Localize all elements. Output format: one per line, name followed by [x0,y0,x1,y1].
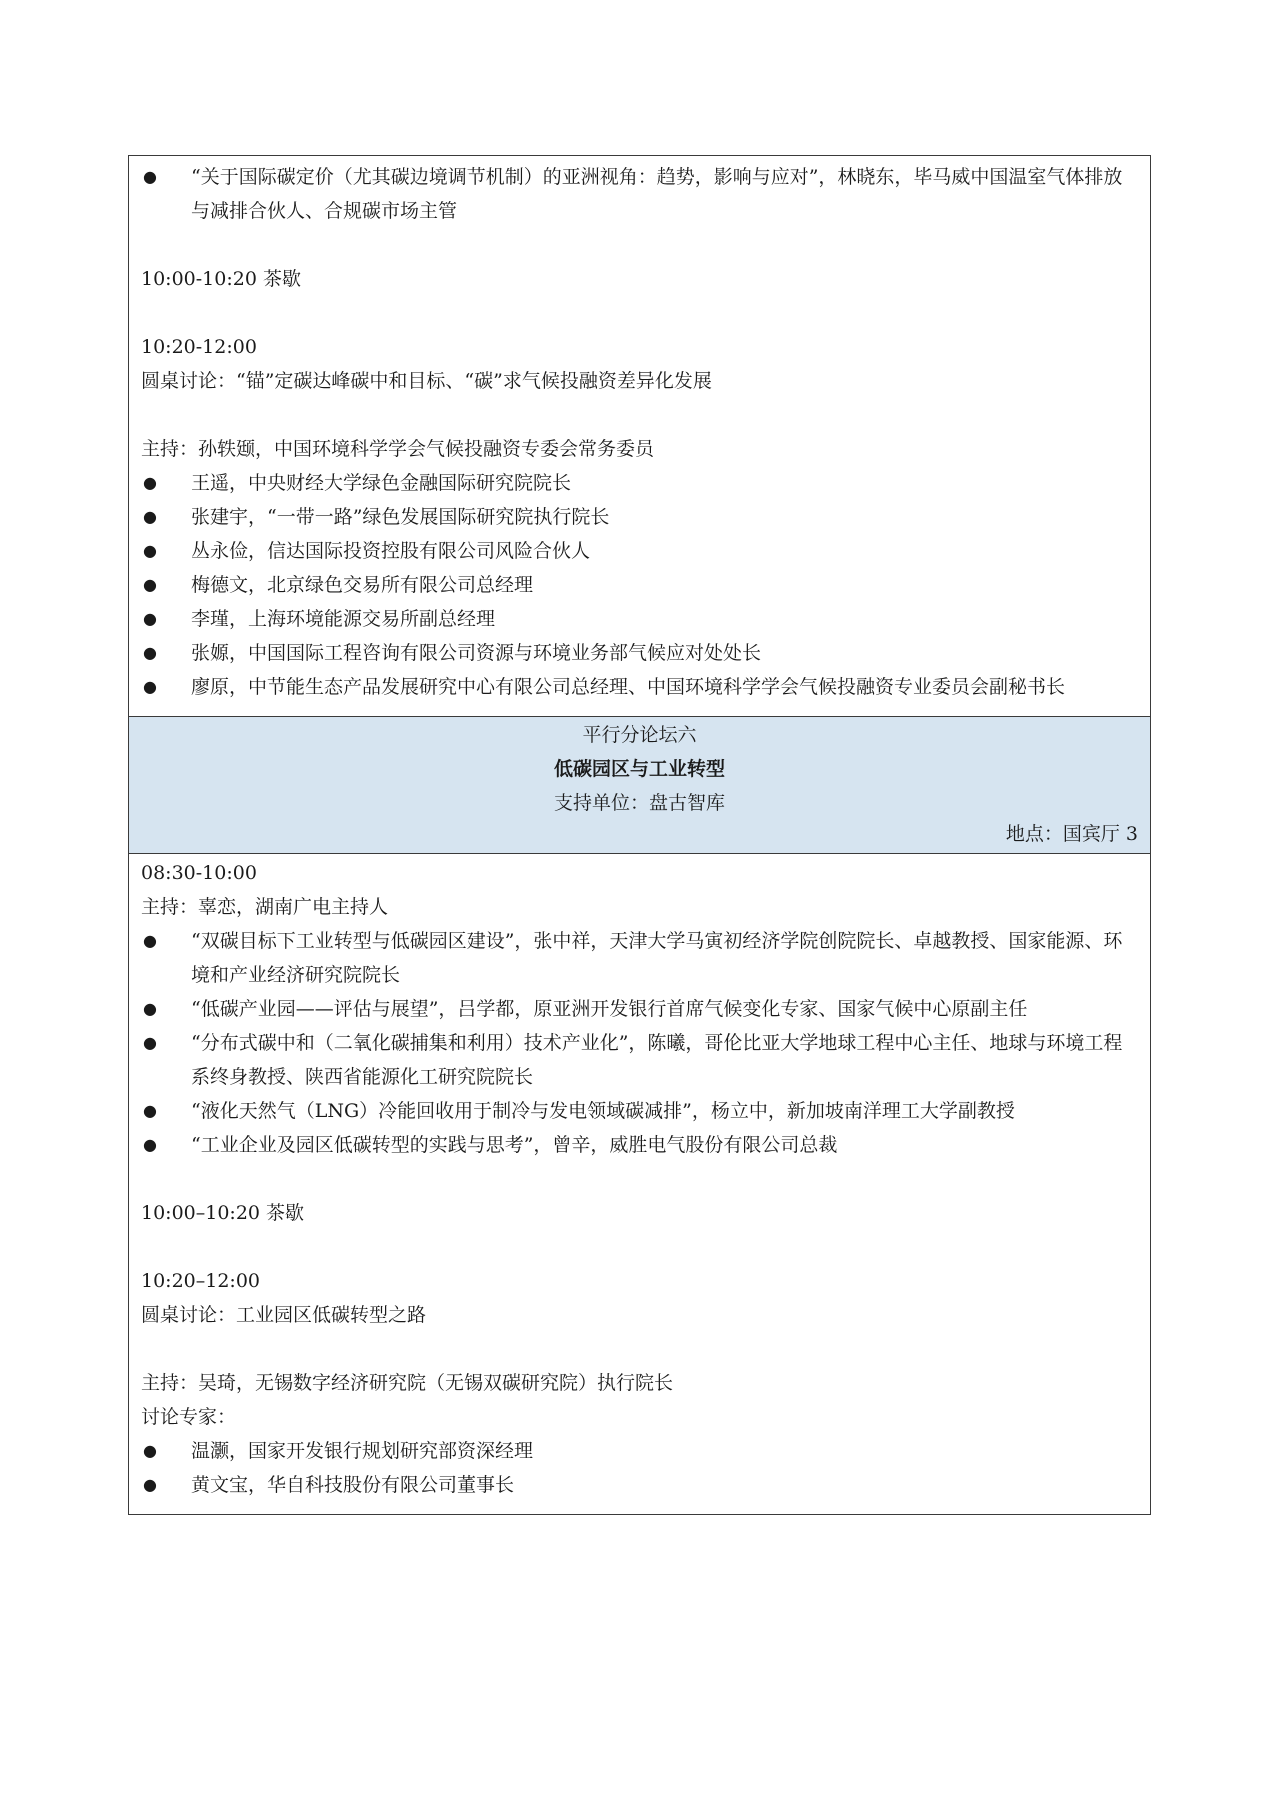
round-time: 10:20-12:00 [141,336,257,358]
bullet-icon: ● [143,541,157,560]
bullet-icon: ● [143,609,157,628]
spacer [141,1162,1138,1196]
panelist-list [141,466,1138,704]
bullet-icon: ● [143,677,157,696]
list-item [141,466,1138,500]
forum-supporter: 支持单位：盘古智库 [553,792,725,814]
spacer [141,228,1138,262]
speech-list [141,924,1138,1162]
round-host: 主持：孙轶颋，中国环境科学学会气候投融资专委会常务委员 [141,438,655,460]
panelist-text: 李瑾，上海环境能源交易所副总经理 [191,608,496,630]
forum-title: 平行分论坛六 [582,724,697,746]
bullet-icon: ● [143,999,157,1018]
list-item [141,534,1138,568]
expert-text: 温灏，国家开发银行规划研究部资深经理 [191,1440,534,1462]
list-item [141,1026,1138,1094]
bullet-icon: ● [143,1033,157,1052]
panelist-text: 张嫄，中国国际工程咨询有限公司资源与环境业务部气候应对处处长 [191,642,762,664]
spacer [141,398,1138,432]
bullet-icon: ● [143,1135,157,1154]
forum-five-continued [129,156,1150,716]
speech-text: “分布式碳中和（二氧化碳捕集和利用）技术产业化”，陈曦，哥伦比亚大学地球工程中心主任、地球与环境工程系终身教授、陕西省能源化工研究院院长 [191,1032,1123,1088]
round-title: 圆桌讨论：工业园区低碳转型之路 [141,1304,427,1326]
expert-list [141,1434,1138,1502]
panelist-text: 王遥，中央财经大学绿色金融国际研究院院长 [191,472,572,494]
list-item [141,670,1138,704]
list-item [141,1128,1138,1162]
panelist-text: 张建宇，“一带一路”绿色发展国际研究院执行院长 [191,506,610,528]
session-time: 08:30-10:00 [141,862,257,884]
agenda-table [128,155,1151,1515]
speech-text: “双碳目标下工业转型与低碳园区建设”，张中祥，天津大学马寅初经济学院创院院长、卓越教授、国家能源、环境和产业经济研究院院长 [191,930,1123,986]
forum-subtitle: 低碳园区与工业转型 [553,758,725,780]
bullet-icon: ● [143,1441,157,1460]
spacer [141,296,1138,330]
round-time: 10:20–12:00 [141,1270,261,1292]
list-item [141,992,1138,1026]
list-item [141,568,1138,602]
bullet-icon: ● [143,1101,157,1120]
forum-six-header [129,716,1150,854]
list-item [141,924,1138,992]
list-item [141,1094,1138,1128]
experts-label: 讨论专家： [141,1406,237,1428]
bullet-icon: ● [143,643,157,662]
list-item [141,636,1138,670]
bullet-icon: ● [143,1475,157,1494]
spacer [141,1230,1138,1264]
tea-break: 10:00-10:20 茶歇 [141,268,301,290]
spacer [141,1332,1138,1366]
list-item [141,602,1138,636]
forum-six-agenda [129,854,1150,1514]
speech-text: “工业企业及园区低碳转型的实践与思考”，曾辛，威胜电气股份有限公司总裁 [191,1134,838,1156]
bullet-icon: ● [143,931,157,950]
round-title: 圆桌讨论：“锚”定碳达峰碳中和目标、“碳”求气候投融资差异化发展 [141,370,712,392]
bullet-icon: ● [143,507,157,526]
bullet-icon: ● [143,473,157,492]
tea-break: 10:00–10:20 茶歇 [141,1202,305,1224]
forum-location: 地点：国宾厅 3 [1005,823,1138,845]
bullet-icon: ● [143,575,157,594]
speech-text: “关于国际碳定价（尤其碳边境调节机制）的亚洲视角：趋势，影响与应对”，林晓东，毕马威中国温室气体排放与减排合伙人、合规碳市场主管 [191,166,1123,222]
panelist-text: 丛永俭，信达国际投资控股有限公司风险合伙人 [191,540,591,562]
session-host: 主持：辜恋，湖南广电主持人 [141,896,389,918]
bullet-icon: ● [143,167,157,186]
list-item [141,1434,1138,1468]
list-item [141,500,1138,534]
round-host: 主持：吴琦，无锡数字经济研究院（无锡双碳研究院）执行院长 [141,1372,674,1394]
panelist-text: 梅德文，北京绿色交易所有限公司总经理 [191,574,534,596]
expert-text: 黄文宝，华自科技股份有限公司董事长 [191,1474,515,1496]
speech-text: “液化天然气（LNG）冷能回收用于制冷与发电领域碳减排”，杨立中，新加坡南洋理工大学副教授 [191,1100,1015,1122]
speech-text: “低碳产业园——评估与展望”，吕学都，原亚洲开发银行首席气候变化专家、国家气候中心原副主任 [191,998,1028,1020]
list-item [141,1468,1138,1502]
speech-item [141,160,1138,228]
panelist-text: 廖原，中节能生态产品发展研究中心有限公司总经理、中国环境科学学会气候投融资专业委员会副秘书长 [191,676,1066,698]
